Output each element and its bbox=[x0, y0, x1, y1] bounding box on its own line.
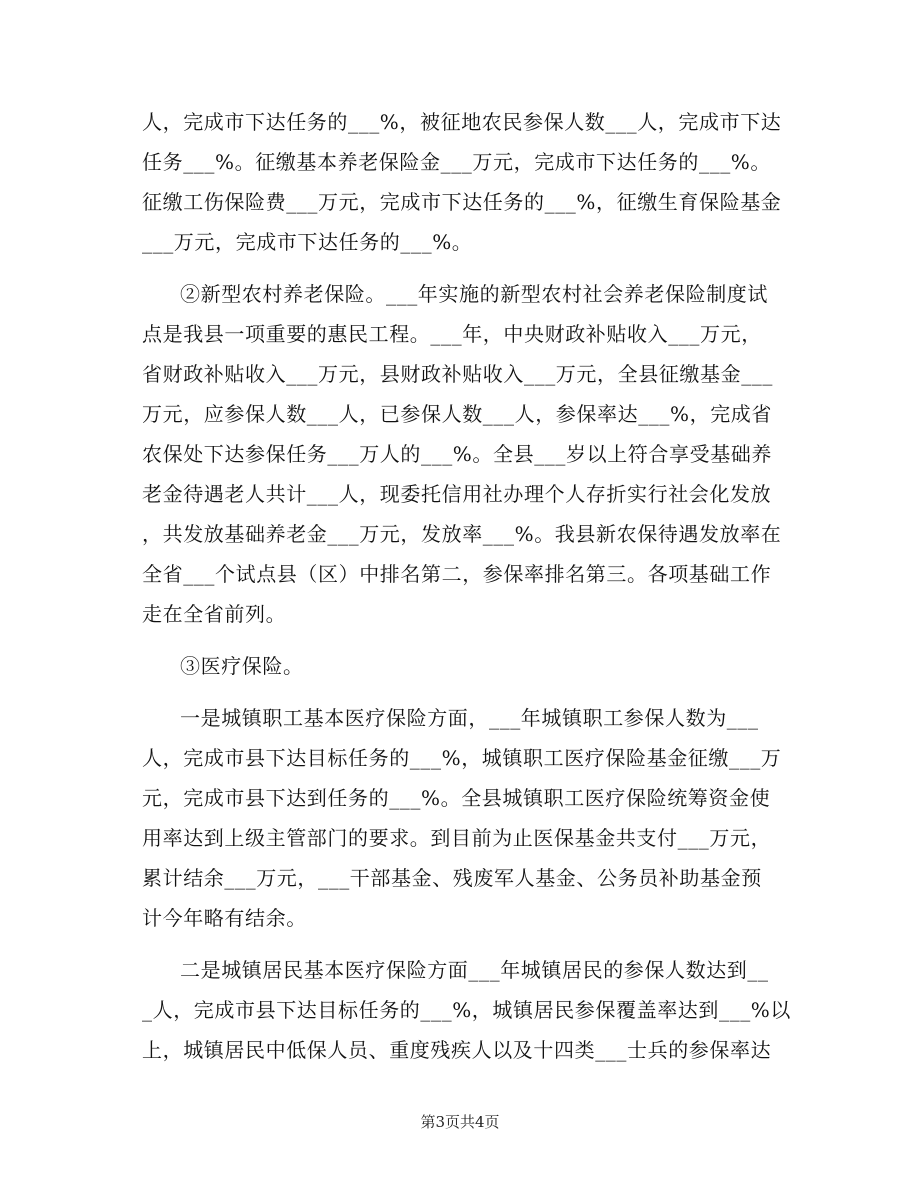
body-text bbox=[142, 102, 792, 1070]
paragraph-start-line: ②新型农村养老保险。___年实施的新型农村社会养老保险制度试 bbox=[180, 282, 768, 306]
text-line: 用率达到上级主管部门的要求。到目前为止医保基金共支付___万元， bbox=[142, 826, 772, 850]
text-line: ___万元，完成市下达任务的___%。 bbox=[142, 230, 473, 254]
text-line: 人，完成市下达任务的___%，被征地农民参保人数___人，完成市下达 bbox=[142, 110, 782, 134]
text-line: 任务___%。征缴基本养老保险金___万元，完成市下达任务的___%。 bbox=[142, 150, 772, 174]
text-line: 计今年略有结余。 bbox=[142, 906, 307, 930]
text-line: 人，完成市县下达目标任务的___%，城镇职工医疗保险基金征缴___万 bbox=[142, 746, 782, 770]
paragraph-gap bbox=[142, 686, 782, 698]
paragraph-start-line: 二是城镇居民基本医疗保险方面___年城镇居民的参保人数达到__ bbox=[180, 958, 769, 982]
paragraph-gap bbox=[142, 938, 782, 950]
text-line: 点是我县一项重要的惠民工程。___年，中央财政补贴收入___万元， bbox=[142, 322, 762, 346]
text-line: ，共发放基础养老金___万元，发放率___%。我县新农保待遇发放率在 bbox=[142, 522, 782, 546]
text-line: 走在全省前列。 bbox=[142, 602, 287, 626]
text-line: 累计结余___万元，___干部基金、残废军人基金、公务员补助基金预 bbox=[142, 866, 762, 890]
page-number-footer: 第3页共4页 bbox=[420, 1113, 500, 1131]
text-line: 上，城镇居民中低保人员、重度残疾人以及十四类___士兵的参保率达 bbox=[142, 1038, 772, 1062]
text-line: 元，完成市县下达到任务的___%。全县城镇职工医疗保险统筹资金使 bbox=[142, 786, 771, 810]
text-line: 老金待遇老人共计___人，现委托信用社办理个人存折实行社会化发放 bbox=[142, 482, 772, 506]
section-heading: ③医疗保险。 bbox=[180, 654, 304, 678]
paragraph-gap bbox=[142, 634, 782, 646]
text-line: 万元，应参保人数___人，已参保人数___人，参保率达___%，完成省 bbox=[142, 402, 773, 426]
text-line: _人，完成市县下达目标任务的___%，城镇居民参保覆盖率达到___%以 bbox=[142, 998, 792, 1022]
text-line: 全省___个试点县（区）中排名第二，参保率排名第三。各项基础工作 bbox=[142, 562, 772, 586]
text-line: 农保处下达参保任务___万人的___%。全县___岁以上符合享受基础养 bbox=[142, 442, 773, 466]
text-line: 省财政补贴收入___万元，县财政补贴收入___万元，全县征缴基金___ bbox=[142, 362, 773, 386]
text-line: 征缴工伤保险费___万元，完成市下达任务的___%，征缴生育保险基金 bbox=[142, 190, 782, 214]
paragraph-start-line: 一是城镇职工基本医疗保险方面，___年城镇职工参保人数为___ bbox=[180, 706, 759, 730]
paragraph-gap bbox=[142, 262, 782, 274]
